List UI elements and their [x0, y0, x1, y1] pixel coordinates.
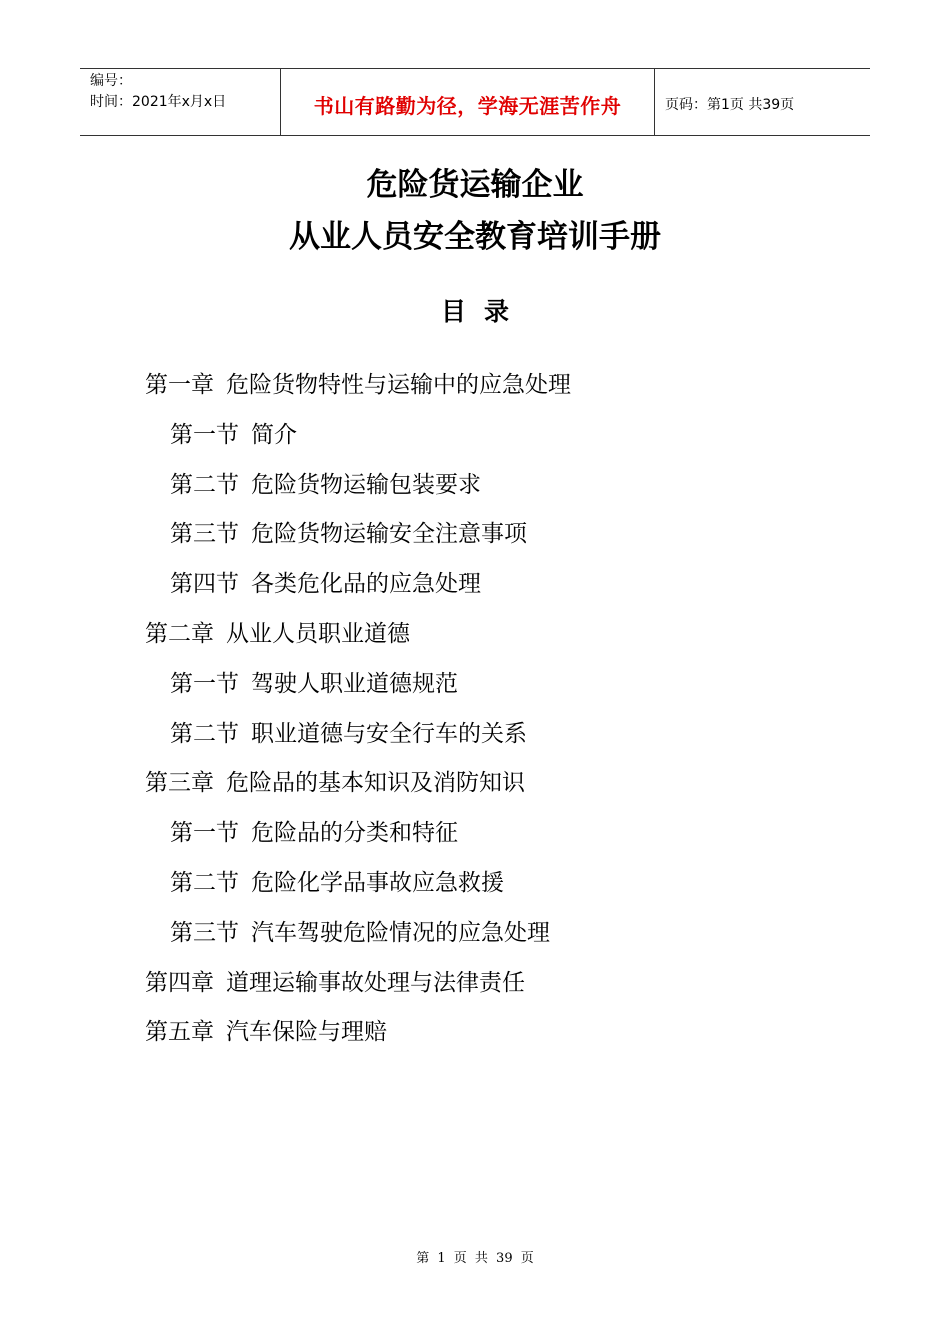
- toc-entry-title: 职业道德与安全行车的关系: [251, 720, 527, 747]
- toc-entry-title: 危险货物运输安全注意事项: [251, 521, 527, 548]
- toc-chapter-entry: [145, 619, 410, 649]
- toc-section-entry: [170, 868, 504, 898]
- toc-chapter-entry: [145, 1017, 387, 1047]
- toc-entry-title: 驾驶人职业道德规范: [251, 670, 458, 697]
- toc-entry-number: 第五章: [145, 1019, 214, 1046]
- toc-section-entry: [170, 669, 458, 699]
- toc-entry-number: 第二节: [170, 471, 239, 498]
- toc-entry-number: 第四节: [170, 571, 239, 598]
- date-label: 时间：2021年x月x日: [90, 94, 227, 110]
- toc-entry-number: 第二节: [170, 870, 239, 896]
- toc-entry-number: 第三章: [145, 770, 214, 797]
- toc-entry-title: 各类危化品的应急处理: [251, 571, 481, 598]
- toc-chapter-entry: [145, 370, 571, 400]
- document-title-line-1: 危险货运输企业: [366, 167, 584, 203]
- page-info-text: 页码：第1页 共39页: [665, 97, 795, 113]
- toc-entry-number: 第一节: [170, 820, 239, 847]
- toc-section-entry: [170, 519, 527, 549]
- toc-entry-title: 简介: [251, 421, 297, 448]
- toc-entry-title: 道理运输事故处理与法律责任: [226, 969, 525, 996]
- toc-entry-title: 危险货物特性与运输中的应急处理: [226, 372, 571, 398]
- toc-section-entry: [170, 420, 297, 450]
- toc-section-entry: [170, 818, 458, 848]
- toc-heading: 目录: [440, 297, 527, 326]
- toc-entry-title: 危险货物运输包装要求: [251, 471, 481, 498]
- toc-chapter-entry: [145, 768, 525, 798]
- toc-entry-title: 汽车保险与理赔: [226, 1019, 387, 1046]
- toc-section-entry: [170, 918, 550, 948]
- toc-entry-title: 危险化学品事故应急救援: [251, 870, 504, 896]
- toc-section-entry: [170, 470, 481, 500]
- toc-entry-title: 从业人员职业道德: [226, 621, 410, 647]
- toc-entry-title: 危险品的基本知识及消防知识: [226, 770, 525, 797]
- toc-section-entry: [170, 569, 481, 599]
- document-header: [80, 68, 870, 136]
- toc-entry-number: 第二章: [145, 621, 214, 647]
- page-footer: 第 1 页 共 39 页: [416, 1251, 534, 1266]
- document-title-line-2: 从业人员安全教育培训手册: [289, 219, 661, 255]
- toc-entry-title: 汽车驾驶危险情况的应急处理: [251, 919, 550, 946]
- toc-entry-number: 第一节: [170, 670, 239, 697]
- header-motto-cell: [281, 69, 655, 135]
- toc-entry-number: 第一节: [170, 421, 239, 448]
- toc-entry-number: 第一章: [145, 372, 214, 398]
- toc-entry-number: 第三节: [170, 521, 239, 548]
- motto-text: 书山有路勤为径，学海无涯苦作舟: [313, 93, 622, 118]
- toc-chapter-entry: [145, 968, 525, 998]
- toc-entry-title: 危险品的分类和特征: [251, 820, 458, 847]
- header-meta-cell: [80, 69, 281, 135]
- toc-section-entry: [170, 719, 527, 749]
- header-page-cell: [655, 69, 870, 135]
- serial-number-label: 编号：: [90, 73, 132, 89]
- toc-entry-number: 第四章: [145, 969, 214, 996]
- toc-entry-number: 第三节: [170, 919, 239, 946]
- toc-entry-number: 第二节: [170, 720, 239, 747]
